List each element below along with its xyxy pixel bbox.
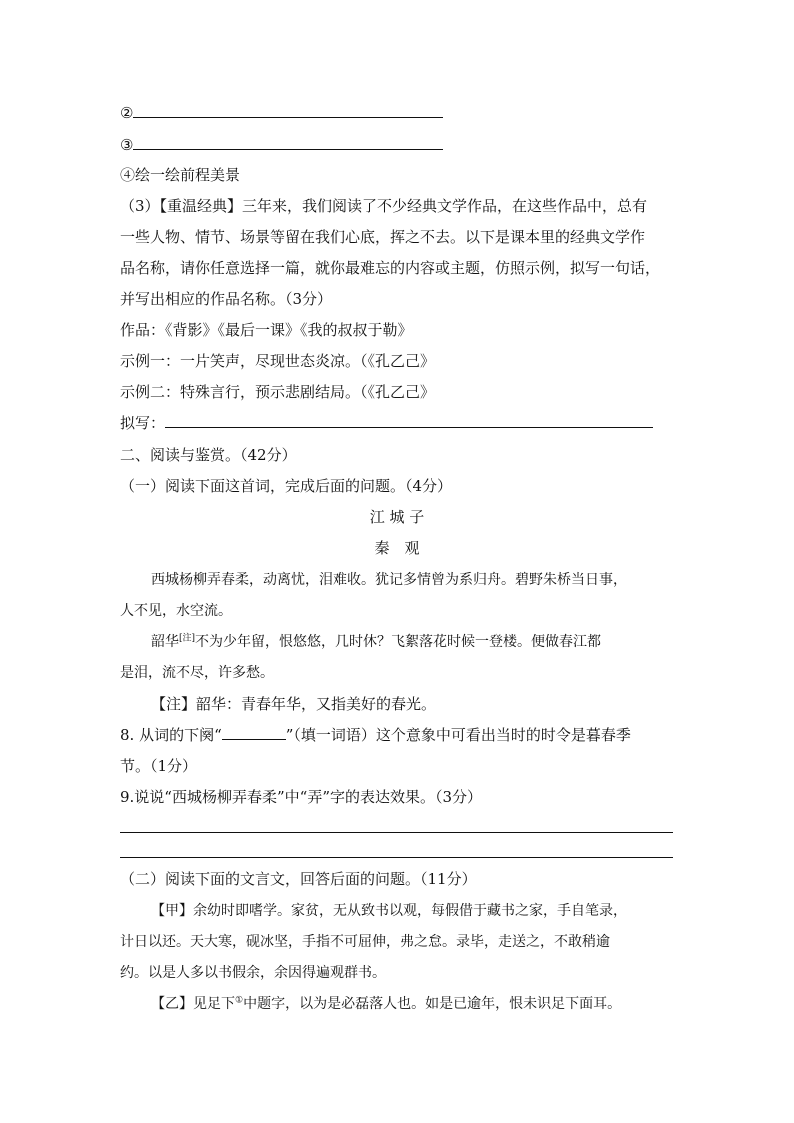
part-1-intro: （一）阅读下面这首词，完成后面的问题。（4分）: [120, 477, 453, 495]
question-3-text: 品名称，请你任意选择一篇，就你最难忘的内容或主题，仿照示例，拟写一句话，: [120, 259, 661, 277]
question-3-text: 一些人物、情节、场景等留在我们心底，挥之不去。以下是课本里的经典文学作: [120, 228, 646, 246]
footnote-marker: [注]: [179, 633, 196, 644]
classical-text: 中题字，以为是必磊落人也。如是已逾年，恨未识足下面耳。: [243, 996, 622, 1012]
draft-label: 拟写：: [120, 414, 166, 432]
question-8-text: 节。（1分）: [120, 757, 198, 775]
poem-line: 是泪，流不尽，许多愁。: [120, 665, 274, 681]
draft-line: [120, 413, 653, 433]
item-2-label: ②: [120, 104, 134, 122]
poem-author: 秦 观: [374, 539, 420, 557]
answer-rule-2[interactable]: [120, 857, 673, 858]
question-8: [120, 725, 631, 745]
section-2-heading: 二、阅读与鉴赏。（42分）: [120, 446, 297, 464]
blank-line[interactable]: [133, 103, 443, 118]
answer-rule-1[interactable]: [120, 832, 673, 833]
poem-text: 不为少年留，恨悠悠，几时休？飞絮落花时候一登楼。便做春江都: [195, 634, 602, 650]
question-9: 9.说说“西城杨柳弄春柔”中“弄”字的表达效果。（3分）: [120, 788, 483, 806]
question-8-text: 8. 从词的下阕“: [120, 726, 222, 744]
question-3-text: （3）【重温经典】三年来，我们阅读了不少经典文学作品，在这些作品中，总有: [120, 197, 648, 215]
poem-text: 韶华: [151, 634, 179, 650]
poem-title: 江 城 子: [369, 508, 425, 526]
classical-text-line: 约。以是人多以书假余，余因得遍观群书。: [120, 965, 386, 981]
answer-line-3: [120, 135, 443, 155]
answer-line-2: [120, 103, 443, 123]
poem-note: 【注】韶华：青春年华，又指美好的春光。: [151, 695, 437, 713]
question-8-blank[interactable]: [222, 725, 286, 740]
item-3-label: ③: [120, 136, 134, 154]
item-4-text: ④绘一绘前程美景: [120, 166, 241, 184]
classical-text-line: 【甲】余幼时即嗜学。家贫，无从致书以观，每假借于藏书之家，手自笔录，: [151, 903, 627, 919]
example-2: 示例二：特殊言行，预示悲剧结局。（《孔乙己》: [120, 383, 436, 401]
part-2-intro: （二）阅读下面的文言文，回答后面的问题。（11分）: [120, 870, 477, 888]
question-8-text: ”（填一词语）这个意象中可看出当时的时令是暮春季: [285, 726, 631, 744]
poem-line: [151, 632, 601, 652]
works-list: 作品：《背影》《最后一课》《我的叔叔于勒》: [120, 321, 413, 339]
classical-text-line: 计日以还。天大寒，砚冰坚，手指不可屈伸，弗之怠。录毕，走送之，不敢稍逾: [120, 934, 610, 950]
poem-line: 人不见，水空流。: [120, 603, 232, 619]
poem-line: 西城杨柳弄春柔，动离忧，泪难收。犹记多情曾为系归舟。碧野朱桥当日事，: [151, 572, 627, 588]
draft-blank[interactable]: [165, 413, 653, 428]
question-3-text: 并写出相应的作品名称。（3分）: [120, 290, 333, 308]
classical-text-line: [151, 994, 621, 1014]
footnote-marker: ①: [235, 995, 244, 1006]
classical-text: 【乙】见足下: [151, 996, 235, 1012]
blank-line[interactable]: [133, 135, 443, 150]
example-1: 示例一：一片笑声，尽现世态炎凉。（《孔乙己》: [120, 352, 436, 370]
